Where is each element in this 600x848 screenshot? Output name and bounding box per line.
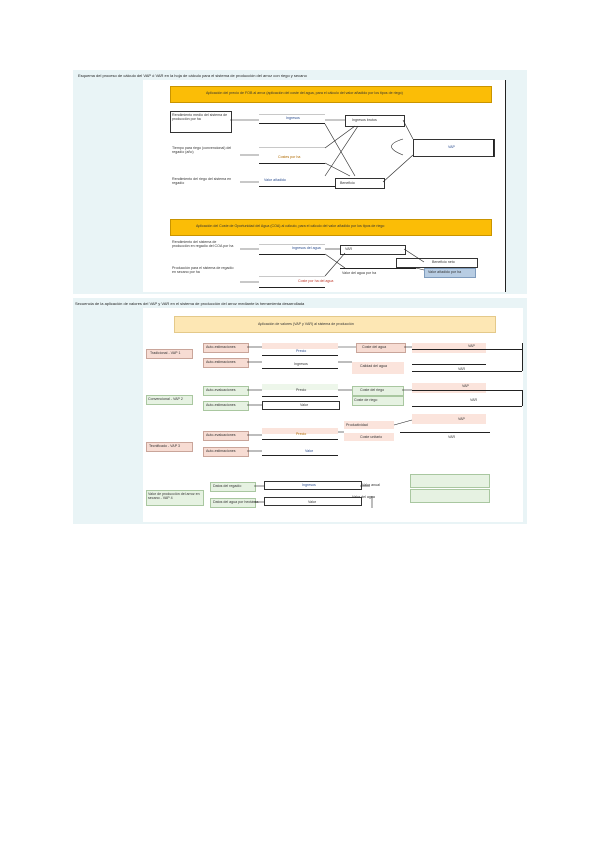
far-b-1-text: VAP	[468, 344, 475, 348]
group-2-name: Convencional - VAP 2	[148, 397, 183, 401]
mid-b-3-text: Precio	[296, 388, 307, 392]
group-2-item-2-text: Auto-estimaciones	[206, 403, 236, 407]
mid-b-6-text: Valor	[305, 449, 314, 453]
bottom-mid-label-1: VAR	[345, 247, 353, 251]
group-1-item-2-text: Auto-estimaciones	[206, 360, 236, 364]
far-b-3-text: VAP	[462, 384, 469, 388]
bottom-label-2: Coste por ha del agua	[298, 279, 334, 283]
mid-b-8-text: Valor	[308, 500, 317, 504]
right-b-4-text: Coste de riego	[354, 398, 378, 402]
far-b-5-text: VAP	[458, 417, 465, 421]
right-b-1-text: Coste del agua	[362, 345, 387, 349]
right-b-5-text: Productividad	[346, 423, 368, 427]
top-figure-caption: Esquema del proceso de cálculo del VAP ó VAR en la hoja de cálculo para el sistema de producción del arroz con riego y secano	[78, 73, 307, 78]
mid-value-3: Valor añadido	[264, 178, 286, 182]
far-b-8-text	[446, 492, 454, 496]
far-b-7	[410, 474, 490, 488]
note2-text-1: Rendimiento del sistema de producción en regadío del COA por ha	[172, 240, 234, 249]
far-b-3	[412, 383, 486, 393]
group-4-item-1-text: Datos del regadío	[213, 484, 242, 488]
group-3-name: Tecnificado - VAP 3	[149, 444, 181, 448]
value-added-label: Valor añadido por ha	[428, 270, 462, 274]
bottom-figure-caption: Secuencia de la aplicación de valores del VAP y VAR en el sistema de producción del arroz mediante la herramienta desarrollada	[75, 301, 305, 306]
mid-b-4-text: Valor	[300, 403, 309, 407]
mid-right-label-1: Ingresos brutos	[352, 118, 377, 122]
note-text-3: Rendimiento del riego del sistema en regadío	[172, 177, 232, 186]
group-2-item-1-text: Auto-evaluaciones	[206, 388, 236, 392]
mid-b-1-text: Precio	[296, 349, 307, 353]
top-banner-fob-text: Aplicación del precio de FOB al arroz (aplicación del coste del agua, para el cálculo del valor añadido por los tipos de riego)	[206, 91, 403, 95]
right-result-label: VAP	[448, 145, 455, 149]
right-b-3-text: Coste del riego	[360, 388, 385, 392]
far-b-4-text: VAR	[470, 398, 478, 402]
group-1-name: Tradicional - VAP 1	[150, 351, 181, 355]
note2-text-2: Producción para el sistema de regadío en secano por ha	[172, 266, 234, 275]
bottom-banner-text: Aplicación de valores (VAP y VAR) al sistema de producción	[258, 322, 354, 326]
top-banner-coa-text: Aplicación del Coste de Oportunidad del Agua (COA) al cálculo, para el cálculo del valor añadido por los tipos de riego	[196, 224, 385, 228]
far-b-5	[412, 414, 486, 424]
right-b-8-text: Valor del agua	[352, 495, 375, 499]
note-text-2: Tiempo para riego (convencional) del regadío (año)	[172, 146, 232, 155]
group-3-item-1-text: Auto-evaluaciones	[206, 433, 236, 437]
bottom-label-1: Ingresos del agua	[292, 246, 321, 250]
group-3-item-2-text: Auto-estimaciones	[206, 449, 236, 453]
group-4-name: Valor de producción del arroz en secano - VAP 4	[148, 492, 200, 501]
bottom-mid-label-2: Valor del agua por ha	[342, 271, 377, 275]
mid-value-4: Beneficio	[340, 181, 355, 185]
note-text-1: Rendimiento medio del sistema de producción por ha	[172, 113, 228, 122]
far-b-6-text: VAR	[448, 435, 456, 439]
right-b-6-text: Coste unitario	[360, 435, 383, 439]
mid-b-5-text: Precio	[296, 432, 307, 436]
far-b-2-text: VAR	[458, 367, 466, 371]
mid-b-2-text: Ingresos	[294, 362, 308, 366]
right-b-7-text: Valor anual	[362, 483, 380, 487]
group-1-item-1-text: Auto-estimaciones	[206, 345, 236, 349]
mid-value-1: Ingresos	[286, 116, 300, 120]
mid-b-7-text: Ingresos	[302, 483, 316, 487]
group-4-item-2-text: Datos del agua por hectárea	[213, 500, 259, 504]
top-right-label-2: Beneficio neto	[432, 260, 455, 264]
mid-value-2: Costes por ha	[278, 155, 301, 159]
right-b-2-text: Calidad del agua	[360, 364, 387, 368]
